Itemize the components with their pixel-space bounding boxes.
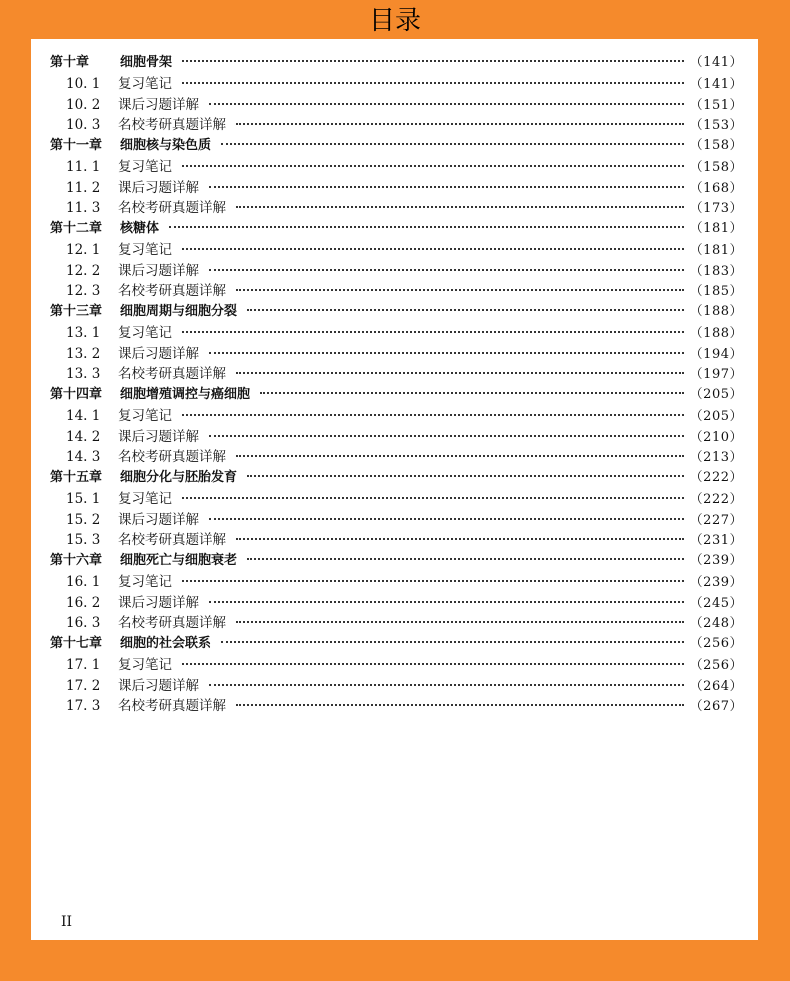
toc-page-number: （213） [689, 450, 743, 466]
toc-entry-number: 第十七章 [50, 636, 103, 651]
toc-section-entry[interactable] [50, 674, 743, 695]
toc-entry-number: 17. 1 [66, 656, 101, 673]
toc-entry-title: 核糖体 [120, 221, 160, 236]
toc-page-number: （168） [689, 180, 743, 196]
toc-section-entry[interactable] [50, 591, 743, 612]
toc-page-number: （256） [689, 657, 743, 673]
dot-leader [260, 392, 684, 394]
toc-page-number: （151） [689, 97, 743, 113]
toc-entry-number: 14. 1 [66, 407, 101, 424]
dot-leader [247, 475, 684, 477]
toc-section-entry[interactable] [50, 259, 743, 280]
dot-leader [236, 621, 684, 623]
toc-section-entry[interactable] [50, 196, 743, 217]
page-folio: II [61, 914, 73, 930]
dot-leader [182, 497, 684, 499]
dot-leader [221, 143, 684, 145]
toc-entry-title: 细胞分化与胚胎发育 [120, 470, 238, 485]
dot-leader [247, 309, 684, 311]
dot-leader [236, 455, 684, 457]
toc-page-number: （205） [689, 387, 743, 402]
dot-leader [236, 123, 684, 125]
dot-leader [209, 269, 684, 271]
dot-leader [247, 558, 684, 560]
toc-entry-title: 细胞核与染色质 [120, 138, 212, 153]
toc-chapter-entry[interactable] [50, 549, 743, 570]
toc-page-number: （210） [689, 429, 743, 445]
dot-leader [209, 518, 684, 520]
toc-page-number: （267） [689, 699, 743, 715]
toc-entry-title: 复习笔记 [118, 656, 172, 673]
toc-entry-title: 细胞增殖调控与癌细胞 [120, 387, 251, 402]
toc-entry-number: 第十六章 [50, 553, 103, 568]
toc-entry-title: 细胞周期与细胞分裂 [120, 304, 238, 319]
dot-leader [209, 684, 684, 686]
dot-leader [209, 186, 684, 188]
toc-entry-number: 12. 2 [66, 262, 101, 279]
toc-entry-number: 第十二章 [50, 221, 103, 236]
toc-entry-title: 名校考研真题详解 [118, 117, 226, 134]
toc-section-entry[interactable] [50, 445, 743, 466]
toc-chapter-entry[interactable] [50, 217, 743, 238]
toc-page-number: （188） [689, 325, 743, 341]
dot-leader [236, 704, 684, 706]
toc-section-entry[interactable] [50, 425, 743, 446]
toc-entry-title: 名校考研真题详解 [118, 698, 226, 715]
toc-entry-number: 第十五章 [50, 470, 103, 485]
toc-page-number: （245） [689, 595, 743, 611]
toc-entry-title: 复习笔记 [118, 241, 172, 258]
toc-entry-title: 复习笔记 [118, 490, 172, 507]
toc-page-number: （153） [689, 118, 743, 134]
toc-page-number: （173） [689, 201, 743, 217]
dot-leader [209, 103, 684, 105]
toc-chapter-entry[interactable] [50, 51, 743, 72]
toc-entry-number: 第十章 [50, 55, 90, 70]
toc-page-number: （227） [689, 512, 743, 528]
toc-page-number: （239） [689, 574, 743, 590]
toc-chapter-entry[interactable] [50, 632, 743, 653]
toc-entry-title: 课后习题详解 [118, 262, 199, 279]
toc-entry-title: 课后习题详解 [118, 677, 199, 694]
toc-page-number: （264） [689, 678, 743, 694]
toc-entry-title: 名校考研真题详解 [118, 449, 226, 466]
toc-chapter-entry[interactable] [50, 466, 743, 487]
toc-section-entry[interactable] [50, 176, 743, 197]
dot-leader [236, 206, 684, 208]
toc-entry-title: 复习笔记 [118, 75, 172, 92]
toc-page-number: （256） [689, 636, 743, 651]
toc-section-entry[interactable] [50, 321, 743, 342]
toc-entry-title: 细胞的社会联系 [120, 636, 212, 651]
toc-entry-number: 16. 3 [66, 615, 101, 632]
toc-entry-title: 名校考研真题详解 [118, 200, 226, 217]
toc-section-entry[interactable] [50, 404, 743, 425]
toc-entry-number: 10. 1 [66, 75, 101, 92]
toc-entry-number: 10. 2 [66, 96, 101, 113]
dot-leader [182, 663, 684, 665]
dot-leader [209, 601, 684, 603]
toc-page-number: （222） [689, 470, 743, 485]
toc-section-entry[interactable] [50, 653, 743, 674]
toc-entry-title: 名校考研真题详解 [118, 532, 226, 549]
toc-section-entry[interactable] [50, 362, 743, 383]
dot-leader [182, 580, 684, 582]
toc-section-entry[interactable] [50, 487, 743, 508]
toc-entry-number: 12. 3 [66, 283, 101, 300]
toc-page-number: （188） [689, 304, 743, 319]
toc-entry-number: 17. 3 [66, 698, 101, 715]
dot-leader [236, 289, 684, 291]
toc-section-entry[interactable] [50, 72, 743, 93]
toc-entry-number: 11. 1 [66, 158, 101, 175]
toc-page-number: （141） [689, 55, 743, 70]
toc-page [31, 39, 758, 940]
toc-entry-title: 课后习题详解 [118, 179, 199, 196]
dot-leader [221, 641, 684, 643]
toc-entry-title: 复习笔记 [118, 573, 172, 590]
toc-entry-title: 细胞死亡与细胞衰老 [120, 553, 238, 568]
toc-entry-number: 13. 1 [66, 324, 101, 341]
toc-page-number: （183） [689, 263, 743, 279]
table-of-contents [50, 51, 743, 715]
toc-section-entry[interactable] [50, 279, 743, 300]
toc-section-entry[interactable] [50, 155, 743, 176]
toc-page-number: （141） [689, 76, 743, 92]
dot-leader [169, 226, 684, 228]
toc-entry-title: 课后习题详解 [118, 345, 199, 362]
toc-entry-title: 名校考研真题详解 [118, 366, 226, 383]
toc-page-number: （181） [689, 221, 743, 236]
toc-page-number: （158） [689, 138, 743, 153]
toc-section-entry[interactable] [50, 238, 743, 259]
dot-leader [182, 248, 684, 250]
toc-entry-number: 15. 1 [66, 490, 101, 507]
toc-entry-number: 13. 2 [66, 345, 101, 362]
toc-section-entry[interactable] [50, 611, 743, 632]
toc-section-entry[interactable] [50, 570, 743, 591]
toc-chapter-entry[interactable] [50, 134, 743, 155]
toc-entry-number: 16. 1 [66, 573, 101, 590]
toc-entry-number: 15. 3 [66, 532, 101, 549]
toc-entry-number: 14. 2 [66, 428, 101, 445]
toc-entry-number: 11. 2 [66, 179, 101, 196]
toc-page-number: （231） [689, 533, 743, 549]
toc-entry-title: 细胞骨架 [120, 55, 173, 70]
toc-section-entry[interactable] [50, 113, 743, 134]
dot-leader [236, 372, 684, 374]
dot-leader [182, 82, 684, 84]
toc-page-number: （194） [689, 346, 743, 362]
toc-section-entry[interactable] [50, 694, 743, 715]
toc-chapter-entry[interactable] [50, 300, 743, 321]
toc-section-entry[interactable] [50, 93, 743, 114]
toc-section-entry[interactable] [50, 342, 743, 363]
toc-entry-title: 复习笔记 [118, 407, 172, 424]
toc-entry-number: 第十三章 [50, 304, 103, 319]
toc-page-number: （181） [689, 242, 743, 258]
dot-leader [182, 165, 684, 167]
toc-entry-number: 第十一章 [50, 138, 103, 153]
toc-page-number: （222） [689, 491, 743, 507]
toc-entry-title: 复习笔记 [118, 324, 172, 341]
toc-entry-number: 12. 1 [66, 241, 101, 258]
dot-leader [182, 414, 684, 416]
dot-leader [209, 435, 684, 437]
page-title: 目录 [368, 6, 421, 36]
dot-leader [236, 538, 684, 540]
toc-entry-title: 课后习题详解 [118, 96, 199, 113]
toc-page-number: （158） [689, 159, 743, 175]
toc-entry-title: 课后习题详解 [118, 511, 199, 528]
toc-page-number: （185） [689, 284, 743, 300]
toc-page-number: （248） [689, 616, 743, 632]
dot-leader [209, 352, 684, 354]
toc-entry-number: 15. 2 [66, 511, 101, 528]
dot-leader [182, 60, 684, 62]
toc-entry-number: 16. 2 [66, 594, 101, 611]
toc-page-number: （197） [689, 367, 743, 383]
toc-entry-title: 复习笔记 [118, 158, 172, 175]
toc-section-entry[interactable] [50, 508, 743, 529]
toc-entry-title: 课后习题详解 [118, 428, 199, 445]
toc-entry-number: 10. 3 [66, 117, 101, 134]
toc-entry-title: 名校考研真题详解 [118, 283, 226, 300]
toc-entry-title: 课后习题详解 [118, 594, 199, 611]
toc-page-number: （205） [689, 408, 743, 424]
toc-entry-title: 名校考研真题详解 [118, 615, 226, 632]
toc-page-number: （239） [689, 553, 743, 568]
toc-entry-number: 17. 2 [66, 677, 101, 694]
toc-chapter-entry[interactable] [50, 383, 743, 404]
toc-entry-number: 14. 3 [66, 449, 101, 466]
dot-leader [182, 331, 684, 333]
toc-entry-number: 11. 3 [66, 200, 101, 217]
toc-entry-number: 13. 3 [66, 366, 101, 383]
toc-entry-number: 第十四章 [50, 387, 103, 402]
toc-section-entry[interactable] [50, 528, 743, 549]
